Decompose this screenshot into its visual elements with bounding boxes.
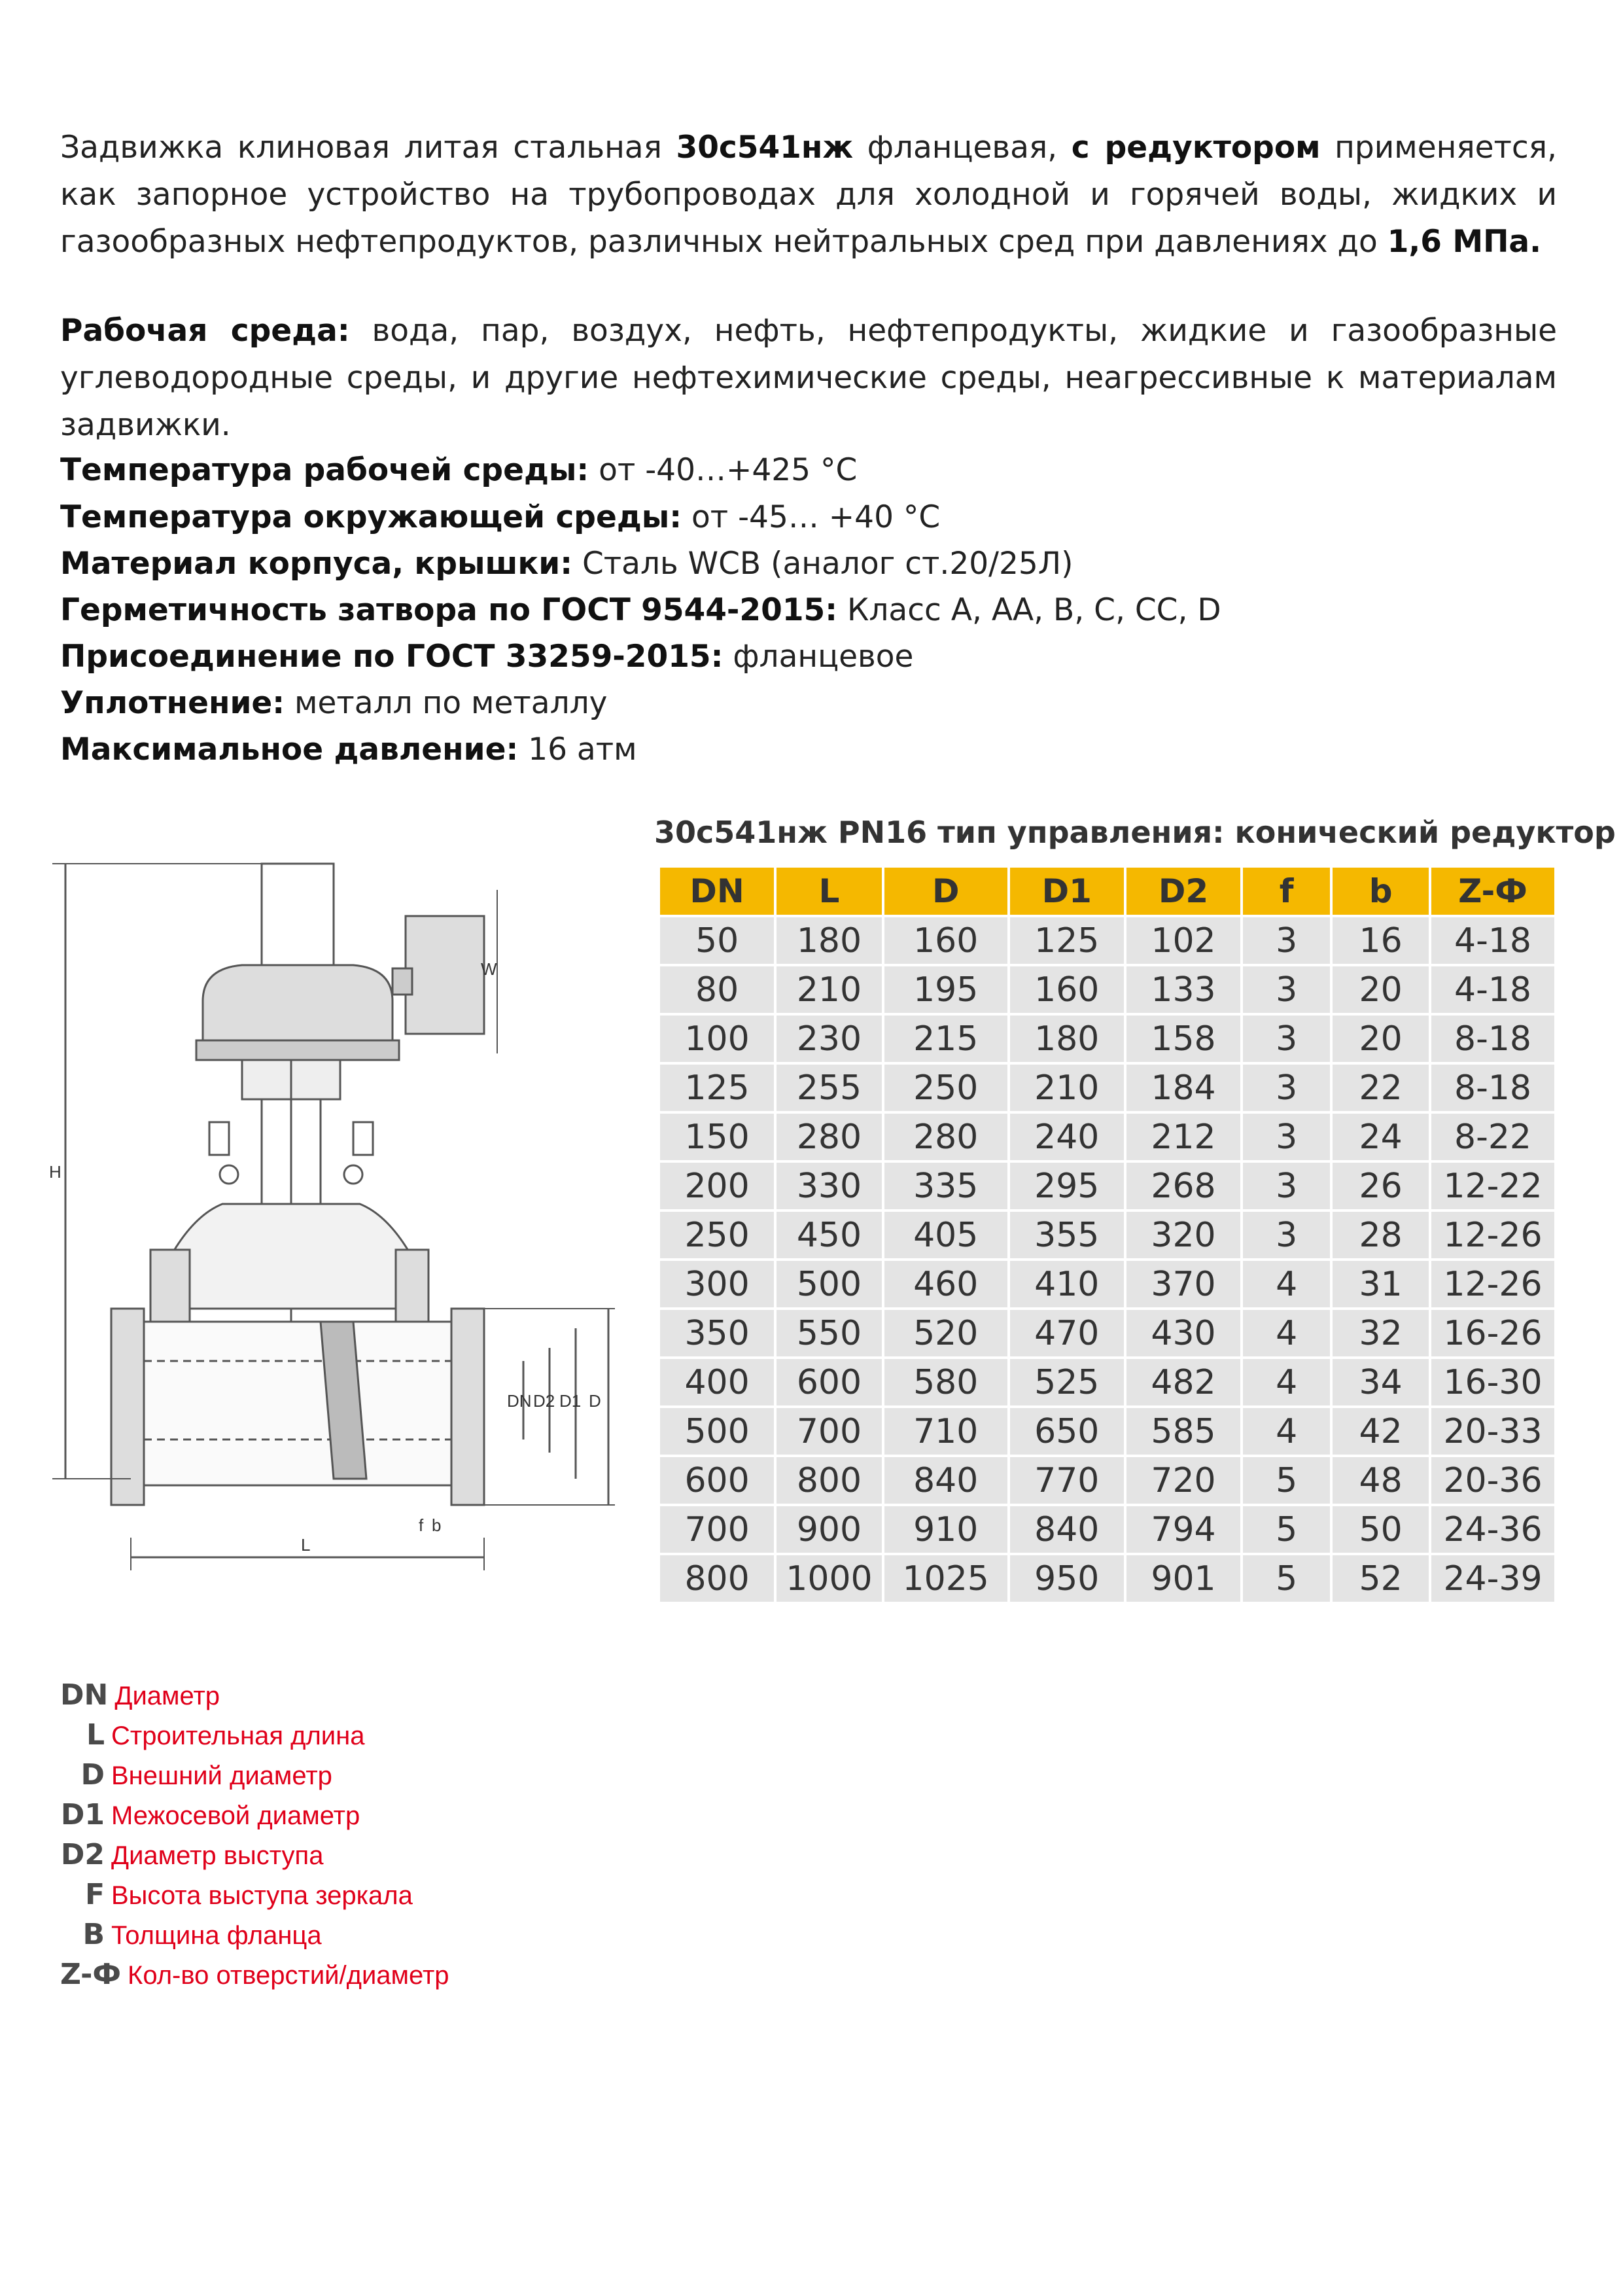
table-cell: 195 <box>883 965 1009 1014</box>
dim-label-d2: D2 <box>533 1391 555 1411</box>
table-cell: 5 <box>1242 1505 1331 1554</box>
dim-label-w: W <box>481 959 497 979</box>
table-cell: 133 <box>1125 965 1242 1014</box>
spec-value: Класс А, АА, В, С, СС, D <box>837 592 1221 628</box>
table-row <box>659 1554 1556 1603</box>
table-cell: 405 <box>883 1210 1009 1260</box>
table-row <box>659 965 1556 1014</box>
table-header <box>659 866 1556 916</box>
table-cell: 250 <box>659 1210 775 1260</box>
table-cell: 184 <box>1125 1063 1242 1112</box>
dim-label-d1: D1 <box>559 1391 582 1411</box>
table-cell: 550 <box>775 1309 883 1358</box>
legend-description: Высота выступа зеркала <box>111 1881 413 1910</box>
table-cell: 16-30 <box>1430 1358 1556 1407</box>
table-cell: 910 <box>883 1505 1009 1554</box>
legend-description: Межосевой диаметр <box>111 1801 360 1830</box>
column-header: D2 <box>1125 866 1242 916</box>
table-cell: 330 <box>775 1161 883 1210</box>
table-cell: 4 <box>1242 1309 1331 1358</box>
table-cell: 180 <box>1009 1014 1125 1063</box>
table-title: 30с541нж PN16 тип управления: конический редуктор <box>654 815 1616 850</box>
table-cell: 300 <box>659 1260 775 1309</box>
column-header: Z-Ф <box>1430 866 1556 916</box>
spec-value: от -40…+425 °С <box>589 452 858 488</box>
intro-text-3: применяется, как запорное устройство на трубопроводах для холодной и горячей воды, жидких и газообразных нефтепродуктов, различных нейтральных сред при давлениях до <box>60 130 1557 260</box>
table-cell: 158 <box>1125 1014 1242 1063</box>
column-header: L <box>775 866 883 916</box>
dim-label-f: f <box>419 1515 424 1535</box>
table-cell: 160 <box>1009 965 1125 1014</box>
legend-item <box>82 1918 321 1952</box>
table-cell: 280 <box>775 1112 883 1161</box>
table-row <box>659 916 1556 965</box>
table-cell: 80 <box>659 965 775 1014</box>
legend-description: Кол-во отверстий/диаметр <box>128 1961 449 1990</box>
legend-key: D <box>80 1758 105 1792</box>
spec-label: Температура рабочей среды: <box>60 452 589 488</box>
table-cell: 470 <box>1009 1309 1125 1358</box>
table-row <box>659 1063 1556 1112</box>
table-cell: 4 <box>1242 1358 1331 1407</box>
table-cell: 26 <box>1331 1161 1430 1210</box>
table-cell: 34 <box>1331 1358 1430 1407</box>
table-cell: 3 <box>1242 916 1331 965</box>
table-cell: 500 <box>775 1260 883 1309</box>
table-cell: 800 <box>775 1456 883 1505</box>
table-cell: 32 <box>1331 1309 1430 1358</box>
table-cell: 950 <box>1009 1554 1125 1603</box>
table-cell: 20 <box>1331 965 1430 1014</box>
table-cell: 16-26 <box>1430 1309 1556 1358</box>
table-row <box>659 1210 1556 1260</box>
table-cell: 525 <box>1009 1358 1125 1407</box>
table-cell: 840 <box>1009 1505 1125 1554</box>
table-cell: 20-36 <box>1430 1456 1556 1505</box>
legend-item <box>61 1838 324 1873</box>
column-header: D1 <box>1009 866 1125 916</box>
table-cell: 3 <box>1242 1210 1331 1260</box>
table-cell: 100 <box>659 1014 775 1063</box>
table-cell: 400 <box>659 1358 775 1407</box>
legend-item <box>60 1678 220 1713</box>
valve-drawing <box>26 851 648 1629</box>
spec-value: фланцевое <box>723 639 914 675</box>
gear-text: с редуктором <box>1071 130 1321 166</box>
dim-label-h: H <box>49 1162 61 1182</box>
legend-description: Строительная длина <box>111 1722 365 1750</box>
table-cell: 900 <box>775 1505 883 1554</box>
table-cell: 4 <box>1242 1260 1331 1309</box>
table-cell: 8-18 <box>1430 1014 1556 1063</box>
table-row <box>659 1309 1556 1358</box>
table-cell: 20-33 <box>1430 1407 1556 1456</box>
table-cell: 42 <box>1331 1407 1430 1456</box>
spec-label: Материал корпуса, крышки: <box>60 546 573 582</box>
table-cell: 280 <box>883 1112 1009 1161</box>
dim-label-l: L <box>301 1535 311 1555</box>
table-cell: 430 <box>1125 1309 1242 1358</box>
legend-key: DN <box>60 1678 109 1712</box>
table-cell: 210 <box>1009 1063 1125 1112</box>
table-row <box>659 1014 1556 1063</box>
table-cell: 8-18 <box>1430 1063 1556 1112</box>
table-cell: 52 <box>1331 1554 1430 1603</box>
table-cell: 3 <box>1242 1112 1331 1161</box>
spec-value: металл по металлу <box>285 685 608 721</box>
table-row <box>659 1505 1556 1554</box>
table-cell: 255 <box>775 1063 883 1112</box>
column-header: f <box>1242 866 1331 916</box>
table-cell: 295 <box>1009 1161 1125 1210</box>
table-cell: 3 <box>1242 1161 1331 1210</box>
intro-text-2: фланцевая, <box>853 130 1072 166</box>
table-cell: 16 <box>1331 916 1430 965</box>
table-cell: 24-39 <box>1430 1554 1556 1603</box>
table-row <box>659 1112 1556 1161</box>
legend-description: Внешний диаметр <box>111 1761 332 1790</box>
legend-item <box>60 1958 449 1992</box>
table-cell: 210 <box>775 965 883 1014</box>
table-cell: 800 <box>659 1554 775 1603</box>
legend-description: Толщина фланца <box>111 1921 322 1950</box>
table-cell: 600 <box>659 1456 775 1505</box>
dimensions-table <box>657 865 1557 1604</box>
table-cell: 250 <box>883 1063 1009 1112</box>
table-cell: 901 <box>1125 1554 1242 1603</box>
table-cell: 8-22 <box>1430 1112 1556 1161</box>
legend-key: Z-Ф <box>60 1958 122 1991</box>
legend-key: D2 <box>60 1838 105 1871</box>
table-cell: 770 <box>1009 1456 1125 1505</box>
spec-line <box>60 680 607 727</box>
model-name: 30с541нж <box>676 130 854 166</box>
legend-key: B <box>82 1918 105 1951</box>
column-header: DN <box>659 866 775 916</box>
table-cell: 585 <box>1125 1407 1242 1456</box>
spec-label: Герметичность затвора по ГОСТ 9544-2015: <box>60 592 838 628</box>
table-cell: 460 <box>883 1260 1009 1309</box>
table-row <box>659 1260 1556 1309</box>
header-row <box>659 866 1556 916</box>
table-cell: 12-26 <box>1430 1210 1556 1260</box>
legend-key: L <box>86 1718 105 1752</box>
spec-label: Присоединение по ГОСТ 33259-2015: <box>60 639 724 675</box>
table-cell: 4-18 <box>1430 965 1556 1014</box>
pressure-value: 1,6 МПа. <box>1387 224 1542 260</box>
table-cell: 180 <box>775 916 883 965</box>
table-cell: 24 <box>1331 1112 1430 1161</box>
table-cell: 450 <box>775 1210 883 1260</box>
table-cell: 370 <box>1125 1260 1242 1309</box>
table-cell: 700 <box>659 1505 775 1554</box>
table-cell: 600 <box>775 1358 883 1407</box>
table-row <box>659 1358 1556 1407</box>
table-row <box>659 1456 1556 1505</box>
legend-item <box>61 1798 360 1833</box>
table-cell: 794 <box>1125 1505 1242 1554</box>
legend-key: D1 <box>60 1798 105 1831</box>
spec-line <box>60 447 857 494</box>
table-cell: 102 <box>1125 916 1242 965</box>
table-cell: 150 <box>659 1112 775 1161</box>
table-cell: 1000 <box>775 1554 883 1603</box>
table-cell: 5 <box>1242 1554 1331 1603</box>
column-header: b <box>1331 866 1430 916</box>
table-cell: 240 <box>1009 1112 1125 1161</box>
table-cell: 125 <box>1009 916 1125 965</box>
legend-item <box>86 1718 365 1753</box>
legend-item <box>85 1878 413 1913</box>
table-cell: 482 <box>1125 1358 1242 1407</box>
spec-line <box>60 633 913 680</box>
legend-description: Диаметр выступа <box>111 1841 324 1870</box>
dim-label-b: b <box>432 1515 442 1535</box>
table-cell: 4-18 <box>1430 916 1556 965</box>
table-cell: 22 <box>1331 1063 1430 1112</box>
dim-label-d: D <box>589 1391 601 1411</box>
legend-key: F <box>84 1878 105 1911</box>
table-cell: 520 <box>883 1309 1009 1358</box>
table-cell: 28 <box>1331 1210 1430 1260</box>
spec-value: от -45… +40 °С <box>682 499 941 535</box>
table-cell: 410 <box>1009 1260 1125 1309</box>
intro-text-1: Задвижка клиновая литая стальная <box>60 130 676 166</box>
table-cell: 12-26 <box>1430 1260 1556 1309</box>
table-row <box>659 1161 1556 1210</box>
medium-label: Рабочая среда: <box>60 313 350 349</box>
legend-item <box>80 1758 332 1793</box>
table-cell: 700 <box>775 1407 883 1456</box>
legend-description: Диаметр <box>114 1682 220 1710</box>
table-cell: 4 <box>1242 1407 1331 1456</box>
table-cell: 5 <box>1242 1456 1331 1505</box>
medium-paragraph <box>60 308 1557 449</box>
table-cell: 48 <box>1331 1456 1430 1505</box>
intro-paragraph <box>60 124 1557 266</box>
table-cell: 12-22 <box>1430 1161 1556 1210</box>
column-header: D <box>883 866 1009 916</box>
spec-line <box>60 587 1221 634</box>
spec-label: Температура окружающей среды: <box>60 499 682 535</box>
table-cell: 3 <box>1242 1063 1331 1112</box>
table-cell: 335 <box>883 1161 1009 1210</box>
table-cell: 650 <box>1009 1407 1125 1456</box>
table-cell: 3 <box>1242 965 1331 1014</box>
spec-line <box>60 540 1073 588</box>
table-cell: 215 <box>883 1014 1009 1063</box>
table-cell: 710 <box>883 1407 1009 1456</box>
spec-value: 16 атм <box>518 732 637 768</box>
table-cell: 268 <box>1125 1161 1242 1210</box>
table-cell: 840 <box>883 1456 1009 1505</box>
medium-value: вода, пар, воздух, нефть, нефтепродукты, жидкие и газообразные углеводородные среды, и другие нефтехимические среды, неагрессивные к материалам задвижки. <box>60 313 1557 443</box>
table-cell: 350 <box>659 1309 775 1358</box>
table-cell: 50 <box>659 916 775 965</box>
table-cell: 125 <box>659 1063 775 1112</box>
table-cell: 31 <box>1331 1260 1430 1309</box>
table-cell: 355 <box>1009 1210 1125 1260</box>
spec-label: Уплотнение: <box>60 685 285 721</box>
table-cell: 3 <box>1242 1014 1331 1063</box>
table-cell: 230 <box>775 1014 883 1063</box>
valve-drawing-svg <box>26 851 648 1629</box>
table-cell: 212 <box>1125 1112 1242 1161</box>
table-cell: 24-36 <box>1430 1505 1556 1554</box>
table-cell: 1025 <box>883 1554 1009 1603</box>
table-cell: 50 <box>1331 1505 1430 1554</box>
table-cell: 200 <box>659 1161 775 1210</box>
spec-label: Максимальное давление: <box>60 732 519 768</box>
spec-value: Сталь WCB (аналог ст.20/25Л) <box>572 546 1073 582</box>
table-cell: 580 <box>883 1358 1009 1407</box>
table-cell: 500 <box>659 1407 775 1456</box>
spec-line <box>60 726 637 773</box>
table-cell: 720 <box>1125 1456 1242 1505</box>
table-cell: 160 <box>883 916 1009 965</box>
spec-line <box>60 494 940 541</box>
table-row <box>659 1407 1556 1456</box>
table-cell: 20 <box>1331 1014 1430 1063</box>
table-body <box>659 916 1556 1603</box>
dim-label-dn: DN <box>507 1391 532 1411</box>
table-cell: 320 <box>1125 1210 1242 1260</box>
